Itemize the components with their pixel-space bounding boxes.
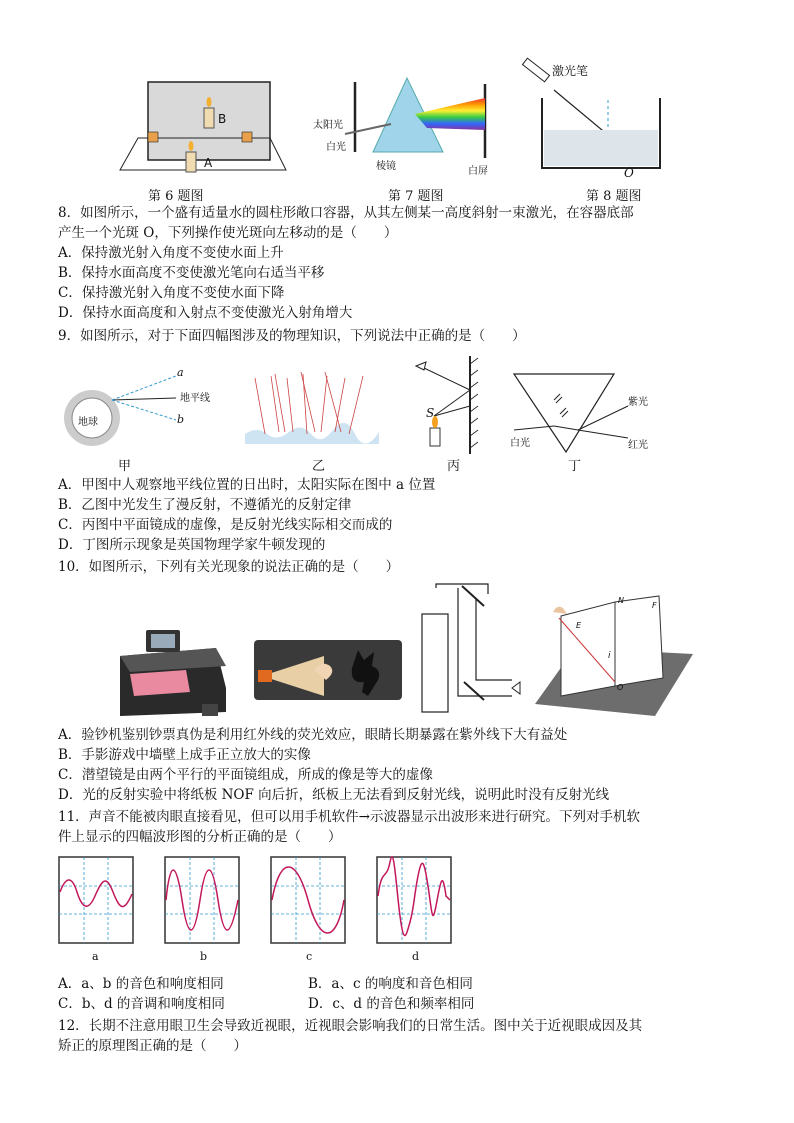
- q12-stem-line1: 12．长期不注意用眼卫生会导致近视眼，近视眼会影响我们的日常生活。图中关于近视眼成因及其: [58, 1018, 643, 1034]
- q11-stem-line2: 件上显示的四幅波形图的分析正确的是（ ）: [58, 829, 342, 845]
- q10-label-f: F: [652, 601, 657, 610]
- q10-stem: 10．如图所示，下列有关光现象的说法正确的是（ ）: [58, 559, 400, 575]
- q10-label-o: O: [617, 683, 624, 692]
- q9-option-a: A．甲图中人观察地平线位置的日出时，太阳实际在图中 a 位置: [58, 477, 436, 493]
- fig8-label-o: O: [624, 166, 634, 180]
- q8-option-a: A．保持激光射入角度不变使水面上升: [58, 245, 284, 261]
- q11-label-b: b: [200, 950, 208, 963]
- q8-option-b: B．保持水面高度不变使激光笔向右适当平移: [58, 265, 325, 281]
- q9-bing-caption: 丙: [447, 459, 461, 474]
- q11-waveform-a: [58, 856, 134, 944]
- q11-label-a: a: [92, 950, 99, 963]
- q9-option-d: D．丁图所示现象是英国物理学家牛顿发现的: [58, 537, 326, 553]
- fig7-label-white-light: 白光: [326, 142, 346, 153]
- q10-option-b: B．手影游戏中墙壁上成手正立放大的实像: [58, 747, 311, 763]
- q11-waveform-c: [270, 856, 346, 944]
- q11-option-b: B．a、c 的响度和音色相同: [308, 976, 473, 992]
- q10-option-d: D．光的反射实验中将纸板 NOF 向后折，纸板上无法看到反射光线，说明此时没有反射光线: [58, 787, 610, 803]
- q9-yi-caption: 乙: [312, 459, 326, 474]
- q11-option-c: C．b、d 的音调和响度相同: [58, 996, 225, 1012]
- fig8-laser-container-diagram: [512, 60, 672, 175]
- q11-stem-line1: 11．声音不能被肉眼直接看见，但可以用手机软件→示波器显示出波形来进行研究。下列对手机软: [58, 809, 640, 825]
- q10-option-c: C．潜望镜是由两个平行的平面镜组成，所成的像是等大的虚像: [58, 767, 433, 783]
- q9-jia-horizon-label: 地平线: [180, 393, 210, 404]
- q11-label-c: c: [306, 950, 313, 963]
- q9-ding-purple-label: 紫光: [628, 397, 648, 408]
- q10-label-e: E: [576, 621, 582, 630]
- q9-fig-yi-diffuse-reflection: [245, 370, 385, 450]
- q9-ding-red-label: 红光: [628, 440, 648, 451]
- q10-fig-reflection-experiment: [535, 592, 695, 716]
- q9-fig-jia-earth-diagram: [60, 362, 230, 452]
- fig6-label-b: B: [218, 112, 227, 126]
- q10-option-a: A．验钞机鉴别钞票真伪是利用红外线的荧光效应，眼睛长期暴露在紫外线下大有益处: [58, 727, 568, 743]
- fig7-prism-dispersion-diagram: [345, 72, 495, 172]
- fig6-plane-mirror-diagram: [118, 78, 288, 178]
- q8-stem-line2: 产生一个光斑 O，下列操作使光斑向左移动的是（ ）: [58, 225, 398, 241]
- fig7-label-prism: 棱镜: [376, 161, 396, 172]
- fig7-label-screen: 白屏: [468, 166, 488, 177]
- q10-label-n: N: [618, 596, 624, 605]
- q9-jia-a-label: a: [177, 366, 184, 379]
- q9-bing-s-label: S: [426, 406, 435, 420]
- q8-option-c: C．保持激光射入角度不变使水面下降: [58, 285, 285, 301]
- q9-jia-b-label: b: [177, 413, 185, 426]
- fig8-label-laser-pen: 激光笔: [552, 64, 589, 78]
- q9-fig-bing-mirror-candle: [410, 356, 490, 456]
- q9-option-b: B．乙图中光发生了漫反射，不遵循光的反射定律: [58, 497, 352, 513]
- fig7-label-sunlight: 太阳光: [313, 120, 343, 131]
- q8-stem-line1: 8．如图所示，一个盛有适量水的圆柱形敞口容器，从其左侧某一高度斜射一束激光，在容器底部: [58, 205, 634, 221]
- q10-fig-money-detector: [106, 626, 236, 722]
- q11-label-d: d: [412, 950, 420, 963]
- q11-option-d: D．c、d 的音色和频率相同: [308, 996, 475, 1012]
- fig6-label-a: A: [204, 156, 213, 170]
- q10-fig-periscope: [418, 584, 528, 714]
- fig8-caption: 第 8 题图: [586, 189, 642, 204]
- q11-waveform-d: [376, 856, 452, 944]
- fig7-caption: 第 7 题图: [388, 189, 444, 204]
- q12-stem-line2: 矫正的原理图正确的是（ ）: [58, 1038, 247, 1054]
- q9-ding-caption: 丁: [568, 459, 582, 474]
- fig6-caption: 第 6 题图: [148, 189, 204, 204]
- q8-option-d: D．保持水面高度和入射点不变使激光入射角增大: [58, 305, 353, 321]
- q11-option-a: A．a、b 的音色和响度相同: [58, 976, 224, 992]
- q9-jia-caption: 甲: [118, 459, 132, 474]
- q9-ding-white-label: 白光: [510, 438, 530, 449]
- q11-waveform-b: [164, 856, 240, 944]
- q9-stem: 9．如图所示，对于下面四幅图涉及的物理知识，下列说法中正确的是（ ）: [58, 328, 526, 344]
- q9-jia-earth-label: 地球: [78, 417, 98, 428]
- q10-label-i: i: [608, 651, 611, 661]
- q10-fig-hand-shadow: [254, 640, 404, 702]
- q9-option-c: C．丙图中平面镜成的虚像，是反射光线实际相交而成的: [58, 517, 393, 533]
